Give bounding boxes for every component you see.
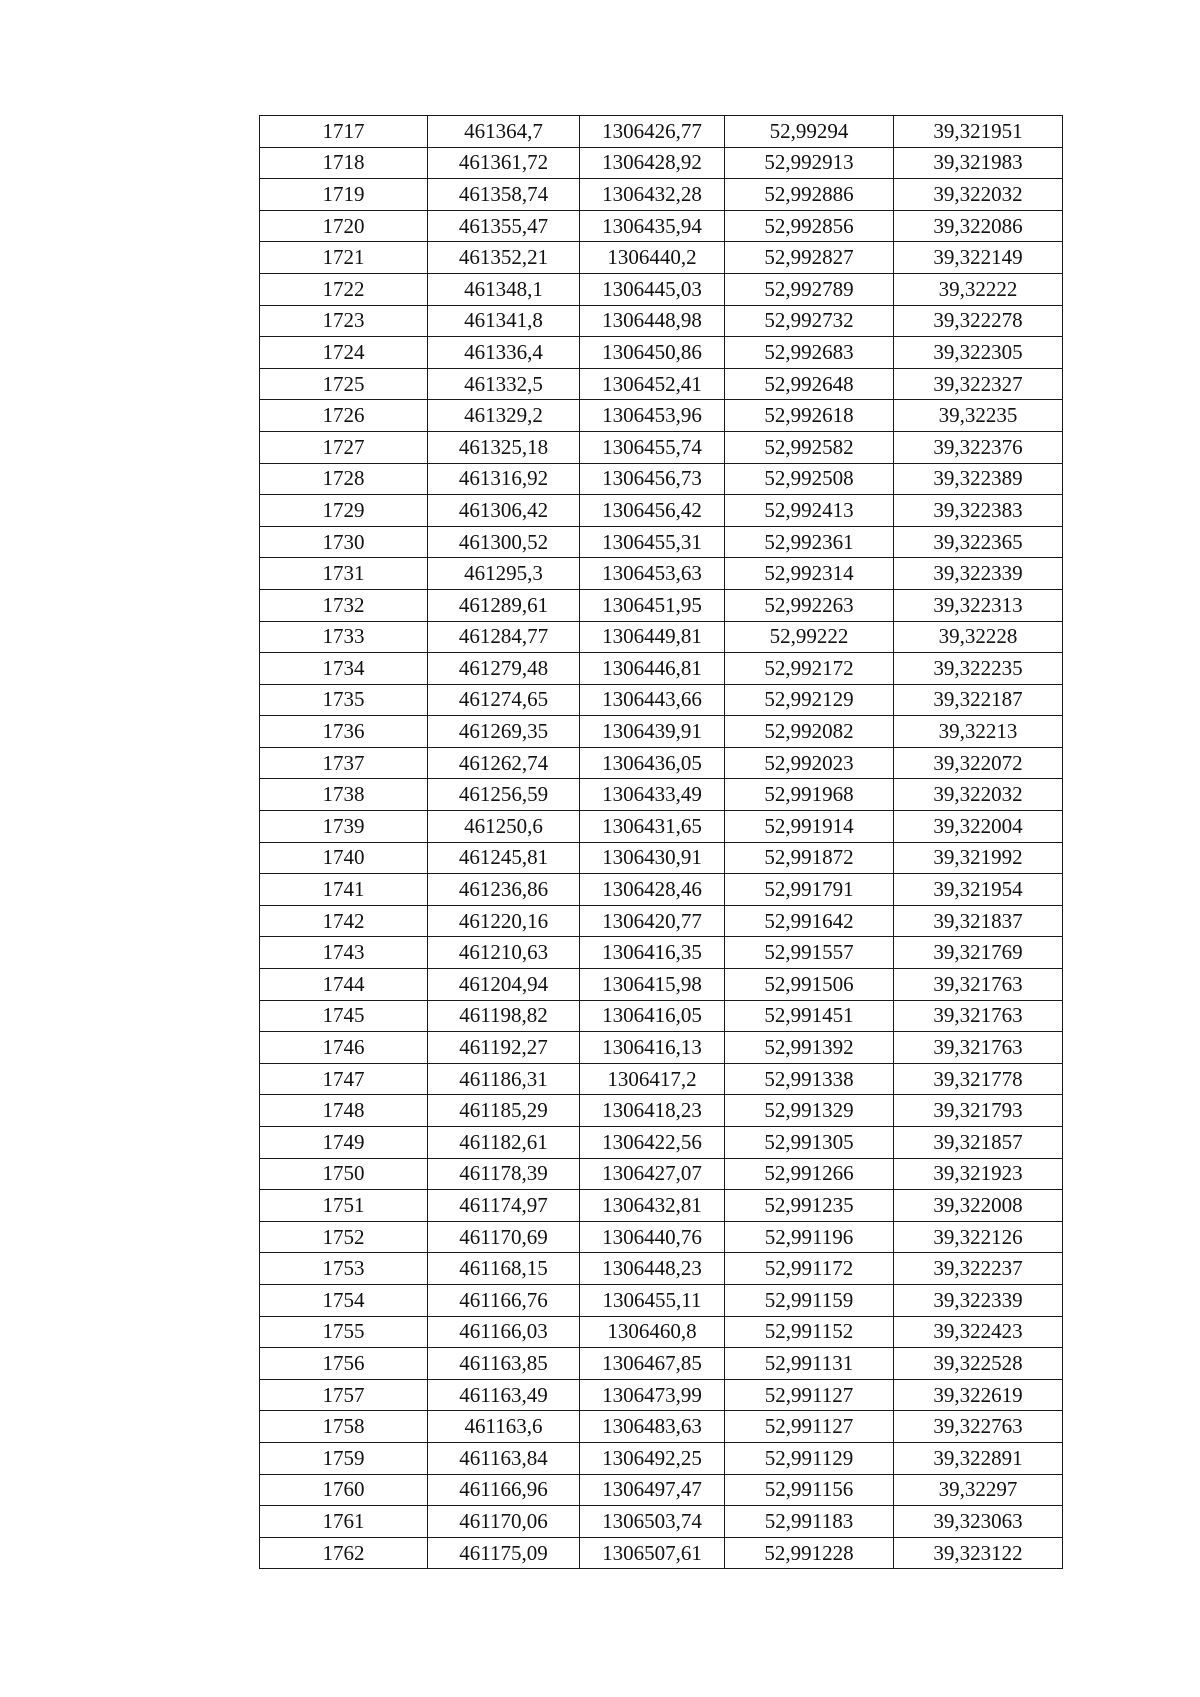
x-coordinate-cell: 461220,16 [428,905,580,937]
table-row [260,621,1063,653]
longitude-cell: 39,322327 [894,368,1063,400]
table-row [260,1190,1063,1222]
latitude-cell: 52,991196 [725,1221,894,1253]
latitude-cell: 52,991506 [725,969,894,1001]
y-coordinate-cell: 1306439,91 [580,716,725,748]
y-coordinate-cell: 1306422,56 [580,1127,725,1159]
table-row [260,1411,1063,1443]
longitude-cell: 39,322763 [894,1411,1063,1443]
longitude-cell: 39,32297 [894,1474,1063,1506]
y-coordinate-cell: 1306436,05 [580,747,725,779]
point-number-cell: 1760 [260,1474,428,1506]
latitude-cell: 52,992413 [725,495,894,527]
longitude-cell: 39,322237 [894,1253,1063,1285]
y-coordinate-cell: 1306451,95 [580,589,725,621]
longitude-cell: 39,322619 [894,1379,1063,1411]
x-coordinate-cell: 461236,86 [428,874,580,906]
latitude-cell: 52,991338 [725,1063,894,1095]
longitude-cell: 39,322008 [894,1190,1063,1222]
longitude-cell: 39,321983 [894,147,1063,179]
longitude-cell: 39,32235 [894,400,1063,432]
y-coordinate-cell: 1306460,8 [580,1316,725,1348]
point-number-cell: 1722 [260,273,428,305]
point-number-cell: 1746 [260,1032,428,1064]
table-row [260,305,1063,337]
x-coordinate-cell: 461204,94 [428,969,580,1001]
longitude-cell: 39,321857 [894,1127,1063,1159]
y-coordinate-cell: 1306417,2 [580,1063,725,1095]
latitude-cell: 52,992314 [725,558,894,590]
table-row [260,116,1063,148]
y-coordinate-cell: 1306452,41 [580,368,725,400]
longitude-cell: 39,322383 [894,495,1063,527]
latitude-cell: 52,992648 [725,368,894,400]
point-number-cell: 1726 [260,400,428,432]
longitude-cell: 39,322891 [894,1442,1063,1474]
table-row [260,1253,1063,1285]
table-row [260,337,1063,369]
latitude-cell: 52,991127 [725,1379,894,1411]
y-coordinate-cell: 1306420,77 [580,905,725,937]
point-number-cell: 1739 [260,811,428,843]
table-row [260,147,1063,179]
x-coordinate-cell: 461279,48 [428,653,580,685]
table-row [260,1032,1063,1064]
y-coordinate-cell: 1306456,42 [580,495,725,527]
y-coordinate-cell: 1306415,98 [580,969,725,1001]
table-row [260,653,1063,685]
longitude-cell: 39,322423 [894,1316,1063,1348]
latitude-cell: 52,992129 [725,684,894,716]
longitude-cell: 39,322389 [894,463,1063,495]
point-number-cell: 1748 [260,1095,428,1127]
x-coordinate-cell: 461163,6 [428,1411,580,1443]
latitude-cell: 52,992886 [725,179,894,211]
x-coordinate-cell: 461364,7 [428,116,580,148]
table-row [260,1379,1063,1411]
table-row [260,969,1063,1001]
longitude-cell: 39,322278 [894,305,1063,337]
x-coordinate-cell: 461316,92 [428,463,580,495]
latitude-cell: 52,992023 [725,747,894,779]
table-row [260,1506,1063,1538]
point-number-cell: 1732 [260,589,428,621]
latitude-cell: 52,992361 [725,526,894,558]
point-number-cell: 1740 [260,842,428,874]
longitude-cell: 39,323122 [894,1537,1063,1569]
x-coordinate-cell: 461355,47 [428,210,580,242]
latitude-cell: 52,991872 [725,842,894,874]
point-number-cell: 1754 [260,1284,428,1316]
latitude-cell: 52,991129 [725,1442,894,1474]
point-number-cell: 1743 [260,937,428,969]
point-number-cell: 1718 [260,147,428,179]
longitude-cell: 39,322235 [894,653,1063,685]
y-coordinate-cell: 1306503,74 [580,1506,725,1538]
table-row [260,400,1063,432]
x-coordinate-cell: 461284,77 [428,621,580,653]
longitude-cell: 39,321951 [894,116,1063,148]
latitude-cell: 52,991451 [725,1000,894,1032]
point-number-cell: 1729 [260,495,428,527]
table-row [260,242,1063,274]
latitude-cell: 52,991127 [725,1411,894,1443]
table-row [260,1348,1063,1380]
x-coordinate-cell: 461361,72 [428,147,580,179]
x-coordinate-cell: 461295,3 [428,558,580,590]
point-number-cell: 1749 [260,1127,428,1159]
latitude-cell: 52,992827 [725,242,894,274]
table-row [260,684,1063,716]
longitude-cell: 39,322187 [894,684,1063,716]
latitude-cell: 52,992789 [725,273,894,305]
latitude-cell: 52,99294 [725,116,894,148]
table-row [260,811,1063,843]
x-coordinate-cell: 461170,06 [428,1506,580,1538]
point-number-cell: 1737 [260,747,428,779]
point-number-cell: 1721 [260,242,428,274]
longitude-cell: 39,322313 [894,589,1063,621]
table-row [260,842,1063,874]
longitude-cell: 39,322339 [894,558,1063,590]
x-coordinate-cell: 461348,1 [428,273,580,305]
y-coordinate-cell: 1306483,63 [580,1411,725,1443]
x-coordinate-cell: 461185,29 [428,1095,580,1127]
y-coordinate-cell: 1306467,85 [580,1348,725,1380]
table-row [260,1316,1063,1348]
y-coordinate-cell: 1306446,81 [580,653,725,685]
y-coordinate-cell: 1306427,07 [580,1158,725,1190]
y-coordinate-cell: 1306449,81 [580,621,725,653]
point-number-cell: 1745 [260,1000,428,1032]
longitude-cell: 39,322305 [894,337,1063,369]
y-coordinate-cell: 1306473,99 [580,1379,725,1411]
latitude-cell: 52,992732 [725,305,894,337]
table-row [260,558,1063,590]
table-row [260,747,1063,779]
y-coordinate-cell: 1306426,77 [580,116,725,148]
point-number-cell: 1728 [260,463,428,495]
latitude-cell: 52,992618 [725,400,894,432]
point-number-cell: 1734 [260,653,428,685]
y-coordinate-cell: 1306430,91 [580,842,725,874]
latitude-cell: 52,992263 [725,589,894,621]
point-number-cell: 1723 [260,305,428,337]
table-row [260,1127,1063,1159]
x-coordinate-cell: 461192,27 [428,1032,580,1064]
longitude-cell: 39,321793 [894,1095,1063,1127]
point-number-cell: 1736 [260,716,428,748]
y-coordinate-cell: 1306453,63 [580,558,725,590]
point-number-cell: 1741 [260,874,428,906]
latitude-cell: 52,991156 [725,1474,894,1506]
latitude-cell: 52,992856 [725,210,894,242]
y-coordinate-cell: 1306440,2 [580,242,725,274]
longitude-cell: 39,321992 [894,842,1063,874]
table-row [260,495,1063,527]
x-coordinate-cell: 461274,65 [428,684,580,716]
y-coordinate-cell: 1306428,46 [580,874,725,906]
longitude-cell: 39,322376 [894,431,1063,463]
x-coordinate-cell: 461300,52 [428,526,580,558]
y-coordinate-cell: 1306455,31 [580,526,725,558]
longitude-cell: 39,322032 [894,179,1063,211]
point-number-cell: 1752 [260,1221,428,1253]
longitude-cell: 39,322004 [894,811,1063,843]
latitude-cell: 52,992172 [725,653,894,685]
x-coordinate-cell: 461256,59 [428,779,580,811]
coordinates-table-body [260,116,1063,1569]
longitude-cell: 39,322086 [894,210,1063,242]
latitude-cell: 52,991235 [725,1190,894,1222]
x-coordinate-cell: 461186,31 [428,1063,580,1095]
latitude-cell: 52,991392 [725,1032,894,1064]
longitude-cell: 39,322072 [894,747,1063,779]
y-coordinate-cell: 1306416,05 [580,1000,725,1032]
y-coordinate-cell: 1306448,23 [580,1253,725,1285]
y-coordinate-cell: 1306507,61 [580,1537,725,1569]
y-coordinate-cell: 1306450,86 [580,337,725,369]
latitude-cell: 52,991642 [725,905,894,937]
table-row [260,273,1063,305]
latitude-cell: 52,991131 [725,1348,894,1380]
y-coordinate-cell: 1306433,49 [580,779,725,811]
latitude-cell: 52,991329 [725,1095,894,1127]
table-row [260,1000,1063,1032]
y-coordinate-cell: 1306432,81 [580,1190,725,1222]
latitude-cell: 52,991152 [725,1316,894,1348]
x-coordinate-cell: 461210,63 [428,937,580,969]
point-number-cell: 1761 [260,1506,428,1538]
point-number-cell: 1747 [260,1063,428,1095]
table-row [260,905,1063,937]
table-row [260,1537,1063,1569]
point-number-cell: 1717 [260,116,428,148]
table-row [260,1474,1063,1506]
longitude-cell: 39,32213 [894,716,1063,748]
y-coordinate-cell: 1306432,28 [580,179,725,211]
x-coordinate-cell: 461250,6 [428,811,580,843]
y-coordinate-cell: 1306443,66 [580,684,725,716]
x-coordinate-cell: 461245,81 [428,842,580,874]
x-coordinate-cell: 461163,85 [428,1348,580,1380]
x-coordinate-cell: 461306,42 [428,495,580,527]
y-coordinate-cell: 1306456,73 [580,463,725,495]
longitude-cell: 39,322126 [894,1221,1063,1253]
longitude-cell: 39,321923 [894,1158,1063,1190]
point-number-cell: 1753 [260,1253,428,1285]
point-number-cell: 1758 [260,1411,428,1443]
table-row [260,937,1063,969]
table-row [260,1221,1063,1253]
latitude-cell: 52,991791 [725,874,894,906]
longitude-cell: 39,321778 [894,1063,1063,1095]
point-number-cell: 1750 [260,1158,428,1190]
latitude-cell: 52,991228 [725,1537,894,1569]
table-row [260,463,1063,495]
point-number-cell: 1725 [260,368,428,400]
longitude-cell: 39,321769 [894,937,1063,969]
x-coordinate-cell: 461325,18 [428,431,580,463]
x-coordinate-cell: 461198,82 [428,1000,580,1032]
x-coordinate-cell: 461269,35 [428,716,580,748]
y-coordinate-cell: 1306435,94 [580,210,725,242]
y-coordinate-cell: 1306416,35 [580,937,725,969]
point-number-cell: 1724 [260,337,428,369]
point-number-cell: 1757 [260,1379,428,1411]
point-number-cell: 1759 [260,1442,428,1474]
y-coordinate-cell: 1306448,98 [580,305,725,337]
longitude-cell: 39,321837 [894,905,1063,937]
point-number-cell: 1733 [260,621,428,653]
x-coordinate-cell: 461358,74 [428,179,580,211]
point-number-cell: 1735 [260,684,428,716]
latitude-cell: 52,991172 [725,1253,894,1285]
latitude-cell: 52,991266 [725,1158,894,1190]
longitude-cell: 39,321954 [894,874,1063,906]
table-row [260,431,1063,463]
point-number-cell: 1762 [260,1537,428,1569]
x-coordinate-cell: 461289,61 [428,589,580,621]
latitude-cell: 52,991968 [725,779,894,811]
table-row [260,368,1063,400]
point-number-cell: 1742 [260,905,428,937]
point-number-cell: 1751 [260,1190,428,1222]
table-row [260,526,1063,558]
x-coordinate-cell: 461178,39 [428,1158,580,1190]
table-row [260,1284,1063,1316]
point-number-cell: 1756 [260,1348,428,1380]
point-number-cell: 1720 [260,210,428,242]
coordinates-table [259,115,1063,1569]
longitude-cell: 39,321763 [894,1032,1063,1064]
latitude-cell: 52,991183 [725,1506,894,1538]
longitude-cell: 39,322528 [894,1348,1063,1380]
y-coordinate-cell: 1306492,25 [580,1442,725,1474]
latitude-cell: 52,992683 [725,337,894,369]
longitude-cell: 39,322365 [894,526,1063,558]
y-coordinate-cell: 1306418,23 [580,1095,725,1127]
y-coordinate-cell: 1306445,03 [580,273,725,305]
latitude-cell: 52,992582 [725,431,894,463]
point-number-cell: 1730 [260,526,428,558]
longitude-cell: 39,322339 [894,1284,1063,1316]
latitude-cell: 52,991159 [725,1284,894,1316]
y-coordinate-cell: 1306455,74 [580,431,725,463]
x-coordinate-cell: 461166,03 [428,1316,580,1348]
table-row [260,210,1063,242]
longitude-cell: 39,322032 [894,779,1063,811]
table-row [260,1063,1063,1095]
latitude-cell: 52,991914 [725,811,894,843]
longitude-cell: 39,323063 [894,1506,1063,1538]
point-number-cell: 1719 [260,179,428,211]
latitude-cell: 52,991305 [725,1127,894,1159]
x-coordinate-cell: 461332,5 [428,368,580,400]
point-number-cell: 1731 [260,558,428,590]
x-coordinate-cell: 461336,4 [428,337,580,369]
y-coordinate-cell: 1306416,13 [580,1032,725,1064]
longitude-cell: 39,32228 [894,621,1063,653]
table-row [260,589,1063,621]
table-row [260,1158,1063,1190]
longitude-cell: 39,321763 [894,969,1063,1001]
point-number-cell: 1727 [260,431,428,463]
x-coordinate-cell: 461352,21 [428,242,580,274]
latitude-cell: 52,992508 [725,463,894,495]
x-coordinate-cell: 461163,49 [428,1379,580,1411]
point-number-cell: 1755 [260,1316,428,1348]
x-coordinate-cell: 461341,8 [428,305,580,337]
latitude-cell: 52,99222 [725,621,894,653]
y-coordinate-cell: 1306497,47 [580,1474,725,1506]
table-row [260,779,1063,811]
longitude-cell: 39,322149 [894,242,1063,274]
x-coordinate-cell: 461182,61 [428,1127,580,1159]
y-coordinate-cell: 1306440,76 [580,1221,725,1253]
y-coordinate-cell: 1306431,65 [580,811,725,843]
latitude-cell: 52,992913 [725,147,894,179]
latitude-cell: 52,991557 [725,937,894,969]
x-coordinate-cell: 461329,2 [428,400,580,432]
x-coordinate-cell: 461168,15 [428,1253,580,1285]
x-coordinate-cell: 461175,09 [428,1537,580,1569]
table-row [260,874,1063,906]
x-coordinate-cell: 461170,69 [428,1221,580,1253]
x-coordinate-cell: 461163,84 [428,1442,580,1474]
table-row [260,1095,1063,1127]
x-coordinate-cell: 461262,74 [428,747,580,779]
x-coordinate-cell: 461174,97 [428,1190,580,1222]
table-row [260,716,1063,748]
longitude-cell: 39,32222 [894,273,1063,305]
y-coordinate-cell: 1306428,92 [580,147,725,179]
x-coordinate-cell: 461166,96 [428,1474,580,1506]
table-row [260,1442,1063,1474]
latitude-cell: 52,992082 [725,716,894,748]
x-coordinate-cell: 461166,76 [428,1284,580,1316]
longitude-cell: 39,321763 [894,1000,1063,1032]
point-number-cell: 1744 [260,969,428,1001]
y-coordinate-cell: 1306455,11 [580,1284,725,1316]
y-coordinate-cell: 1306453,96 [580,400,725,432]
point-number-cell: 1738 [260,779,428,811]
table-row [260,179,1063,211]
